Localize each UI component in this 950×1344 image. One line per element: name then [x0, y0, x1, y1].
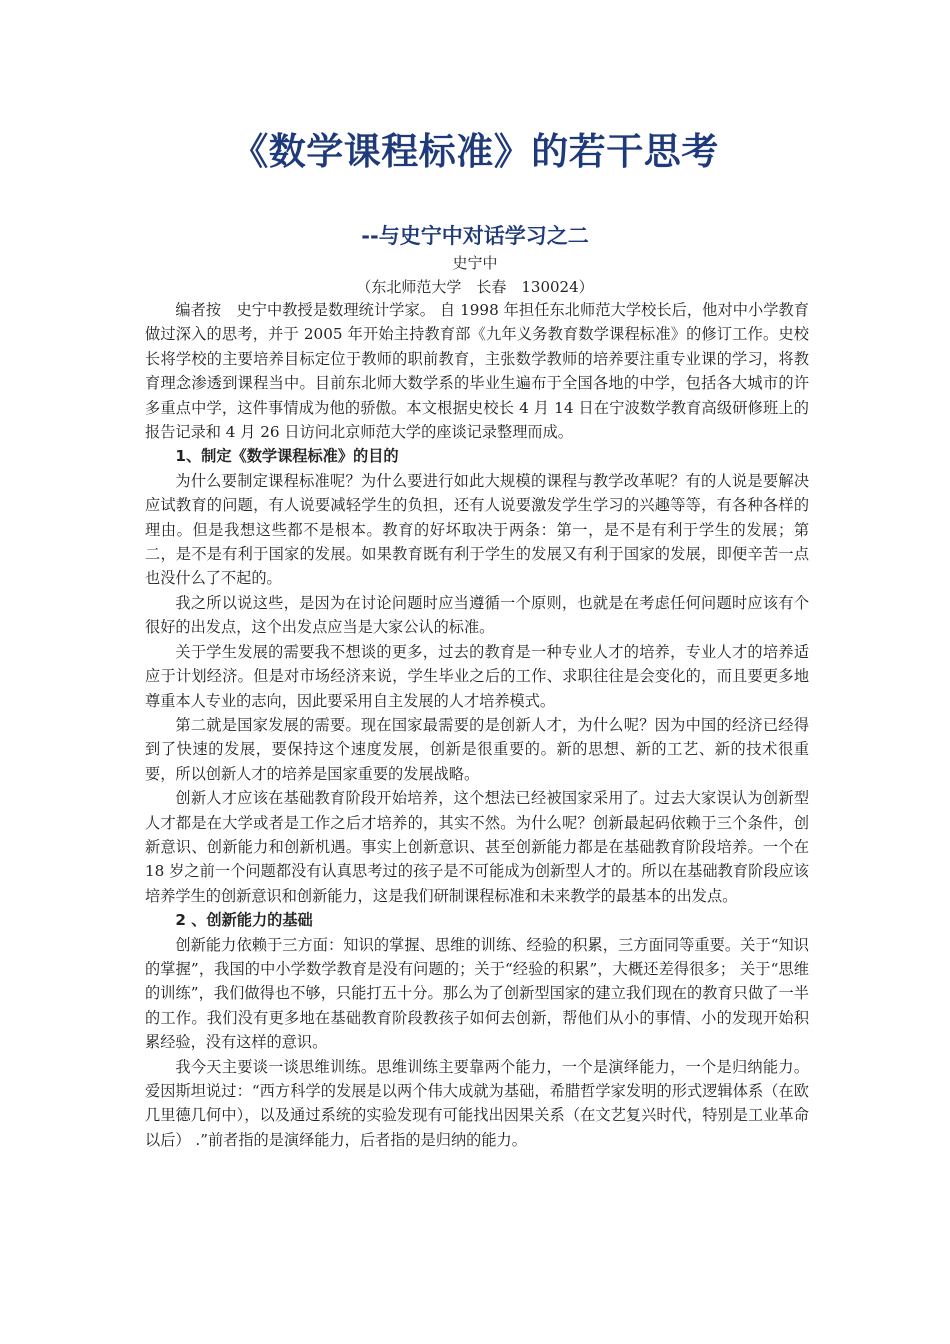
author-name: 史宁中	[452, 254, 498, 272]
article-body	[145, 298, 809, 1152]
section-1-paragraph: 为什么要制定课程标准呢？为什么要进行如此大规模的课程与教学改革呢？有的人说是要解决应试教育的问题，有人说要减轻学生的负担，还有人说要激发学生学习的兴趣等等，有各种各样的理由。但是我想这些都不是根本。教育的好坏取决于两条：第一，是不是有利于学生的发展；第二，是不是有利于国家的发展。如果教育既有利于学生的发展又有利于国家的发展，即便辛苦一点也没什么了不起的。	[145, 471, 809, 588]
section-2-paragraph: 我今天主要谈一谈思维训练。思维训练主要靠两个能力，一个是演绎能力，一个是归纳能力。爱因斯坦说过：“西方科学的发展是以两个伟大成就为基础，希腊哲学家发明的形式逻辑体系（在欧几里德几何中），以及通过系统的实验发现有可能找出因果关系（在文艺复兴时代，特别是工业革命以后） .”前者指的是演绎能力，后者指的是归纳的能力。	[145, 1057, 809, 1149]
editor-note-paragraph: 编者按 史宁中教授是数理统计学家。 自 1998 年担任东北师范大学校长后，他对中小学教育做过深入的思考，并于 2005 年开始主持教育部《九年义务教育数学课程标准》的修订工作。史校长将学校的主要培养目标定位于教师的职前教育，主张数学教师的培养要注重专业课的学习，将教育理念渗透到课程当中。目前东北师大数学系的毕业生遍布于全国各地的中学，包括各大城市的许多重点中学，这件事情成为他的骄傲。本文根据史校长 4 月 14 日在宁波数学教育高级研修班上的报告记录和 4 月 26 日访问北京师范大学的座谈记录整理而成。	[145, 301, 809, 442]
section-1-paragraph: 我之所以说这些，是因为在讨论问题时应当遵循一个原则，也就是在考虑任何问题时应该有个很好的出发点，这个出发点应当是大家公认的标准。	[145, 593, 809, 637]
section-1-paragraph: 第二就是国家发展的需要。现在国家最需要的是创新人才，为什么呢？因为中国的经济已经得到了快速的发展，要保持这个速度发展，创新是很重要的。新的思想、新的工艺、新的技术很重要，所以创新人才的培养是国家重要的发展战略。	[145, 715, 809, 783]
section-2-heading: 2 、创新能力的基础	[175, 911, 313, 930]
section-1-paragraph: 关于学生发展的需要我不想谈的更多，过去的教育是一种专业人才的培养，专业人才的培养适应于计划经济。但是对市场经济来说，学生毕业之后的工作、求职往往是会变化的，而且要更多地尊重本人专业的志向，因此要采用自主发展的人才培养模式。	[145, 642, 809, 710]
section-1-heading: 1、制定《数学课程标准》的目的	[175, 447, 399, 466]
page-subtitle: --与史宁中对话学习之二	[361, 224, 589, 248]
page-title: 《数学课程标准》的若干思考	[231, 130, 719, 173]
author-affiliation: （东北师范大学 长春 130024）	[356, 278, 594, 296]
section-1-paragraph: 创新人才应该在基础教育阶段开始培养，这个想法已经被国家采用了。过去大家误认为创新型人才都是在大学或者是工作之后才培养的，其实不然。为什么呢？创新最起码依赖于三个条件，创新意识、创新能力和创新机遇。事实上创新意识、甚至创新能力都是在基础教育阶段培养。一个在 18 岁之前一个问题都没有认真思考过的孩子是不可能成为创新型人才的。所以在基础教育阶段应该培养学生的创新意识和创新能力，这是我们研制课程标准和未来教学的最基本的出发点。	[145, 789, 809, 905]
section-2-paragraph: 创新能力依赖于三方面：知识的掌握、思维的训练、经验的积累，三方面同等重要。关于“知识的掌握”，我国的中小学数学教育是没有问题的；关于“经验的积累”，大概还差得很多； 关于“思维的训练”，我们做得也不够，只能打五十分。那么为了创新型国家的建立我们现在的教育只做了一半的工作。我们没有更多地在基础教育阶段教孩子如何去创新，帮他们从小的事情、小的发现开始积累经验，没有这样的意识。	[145, 935, 809, 1052]
